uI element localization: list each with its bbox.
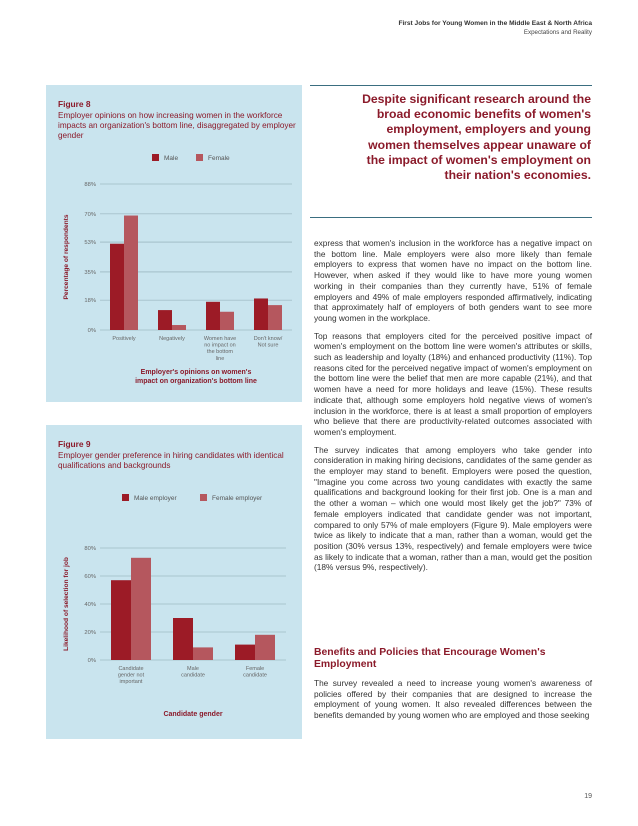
x-tick-label: no impact on: [204, 342, 236, 349]
x-tick-label: Don't know/: [253, 336, 283, 342]
bar: [173, 618, 193, 660]
page-number: 19: [584, 793, 592, 800]
x-tick-label: line: [215, 355, 225, 362]
body-paragraph-4: The survey revealed a need to increase young women's awareness of policies offered by their companies that are designed to increase the employment of young women. It also revealed differences between the benefits demanded by young women who are employed and those seeking: [314, 678, 592, 721]
legend-swatch-1: [152, 154, 159, 161]
bar: [193, 647, 213, 660]
x-tick-label: Candidate: [118, 666, 144, 672]
bar: [158, 310, 172, 330]
x-tick-label: Women have: [203, 336, 237, 342]
figure-8-chart: [46, 140, 302, 400]
figure-9-label: Figure 9: [58, 439, 91, 449]
legend-swatch-1: [122, 494, 129, 501]
figure-9-caption: Employer gender preference in hiring candidates with identical qualifications and backgrounds: [58, 451, 284, 470]
figure-9-chart: [46, 480, 302, 738]
y-tick-label: 70%: [84, 211, 96, 218]
legend-swatch-2: [196, 154, 203, 161]
bar: [255, 635, 275, 660]
legend-label-1: Male employer: [134, 495, 177, 502]
bar: [206, 302, 220, 330]
y-tick-label: 35%: [84, 269, 96, 276]
bar: [124, 216, 138, 330]
x-axis-label: impact on organization's bottom line: [135, 378, 257, 385]
y-tick-label: 0%: [87, 328, 96, 334]
y-tick-label: 60%: [84, 574, 96, 580]
quote-bottom-rule: [310, 217, 592, 218]
y-tick-label: 20%: [84, 630, 96, 636]
y-tick-label: 40%: [84, 602, 96, 608]
figure-8-caption: Employer opinions on how increasing women in the workforce impacts an organization's bottom line, disaggregated by employer gender: [58, 111, 296, 140]
y-tick-label: 80%: [84, 546, 96, 552]
bar: [131, 558, 151, 660]
x-tick-label: Not sure: [257, 342, 279, 349]
section-heading: Benefits and Policies that Encourage Women's Employment: [314, 647, 546, 670]
quote-top-rule: [310, 85, 592, 86]
body-paragraph-3: The survey indicates that among employers who take gender into consideration in making hiring decisions, candidates of the same gender as the employer may stand to benefit. Employers were posed the question, "Imagine you come across two young candidates with exactly the same qualifications and background looking for their first job. One is a man and the other a woman – which one would most likely get the job?" 73% of female employers indicated that candidate gender was not important, compared to only 57% of male employers (Figure 9). Male employers were twice as likely to indicate that a man, rather than a woman, would get the position (30% versus 13%, respectively) and female employers were twice as likely to indicate that a woman, rather than a man, would get the position (18% versus 9%, respectively).: [314, 444, 592, 573]
y-tick-label: 0%: [87, 658, 96, 664]
bar: [110, 244, 124, 330]
legend-label-2: Female: [208, 155, 230, 162]
bar: [111, 580, 131, 660]
legend-label-2: Female employer: [212, 495, 263, 502]
running-header-title: First Jobs for Young Women in the Middle East & North Africa: [398, 20, 592, 27]
x-tick-label: candidate: [243, 672, 267, 679]
body-text-2: [314, 678, 592, 728]
y-tick-label: 53%: [84, 240, 96, 247]
y-axis-label: Percentage of respondents: [63, 214, 70, 300]
x-tick-label: the bottom: [207, 349, 233, 356]
body-paragraph-2: Top reasons that employers cited for the perceived positive impact of women's employment on the bottom line were women's attributes or skills, such as leadership and loyalty (18%) and enhanced productivity (11%). Top reasons cited for the perceived negative impact of women's employment on the bottom line were the belief that men are more capable (21%), and that women have a need for more holidays and leave (15%). These results indicate that, although some employers hold negative views of women's inclusion in the workforce, there is at least a small proportion of employers who believe that there are productivity-related outcomes associated with women's employment.: [314, 330, 592, 437]
bar: [254, 298, 268, 330]
x-tick-label: candidate: [181, 672, 205, 679]
body-paragraph-1: express that women's inclusion in the workforce has a negative impact on the bottom line. Male employers were also more likely than female employers to express that women have no impact on the bottom line. However, when asked if they would like to have more young women working in their companies than they currently have, 51% of female employers and 49% of male employers responded affirmatively, indicating that approximately half of employers of both genders want to see more young women in the workplace.: [314, 238, 592, 323]
y-tick-label: 88%: [84, 182, 96, 188]
y-tick-label: 18%: [84, 298, 96, 305]
x-tick-label: Positively: [112, 336, 136, 342]
x-tick-label: gender not: [117, 672, 145, 679]
x-tick-label: Female: [245, 666, 265, 672]
x-axis-label: Candidate gender: [163, 711, 223, 718]
y-axis-label: Likelihood of selection for job: [63, 557, 70, 651]
figure-8-label: Figure 8: [58, 99, 91, 109]
bar: [220, 312, 234, 330]
x-tick-label: important: [119, 679, 143, 686]
x-tick-label: Male: [187, 666, 199, 672]
pull-quote: Despite significant research around the broad economic benefits of women's employment, employers and young women themselves appear unaware of the impact of women's employment on their nation's economies.: [362, 92, 591, 183]
running-header-subtitle: Expectations and Reality: [523, 29, 592, 36]
x-tick-label: Negatively: [159, 336, 185, 342]
bar: [235, 645, 255, 660]
bar: [268, 305, 282, 330]
legend-swatch-2: [200, 494, 207, 501]
body-text: [314, 238, 592, 580]
x-axis-label: Employer's opinions on women's: [140, 369, 252, 376]
legend-label-1: Male: [164, 155, 179, 162]
bar: [172, 325, 186, 330]
